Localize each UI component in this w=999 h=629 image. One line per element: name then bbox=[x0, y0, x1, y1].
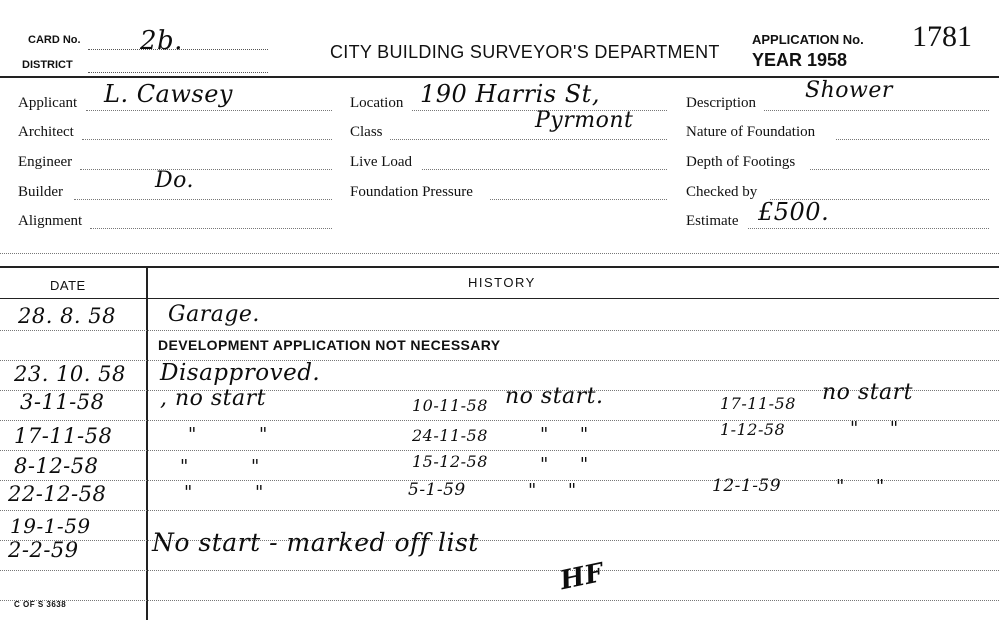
department-title: CITY BUILDING SURVEYOR'S DEPARTMENT bbox=[330, 42, 720, 62]
history-date-2: 10-11-58 bbox=[412, 396, 488, 415]
depth-footings-label: Depth of Footings bbox=[686, 154, 796, 170]
description-label: Description bbox=[686, 95, 756, 111]
details-bottom-line bbox=[0, 253, 999, 254]
history-date-2: 15-12-58 bbox=[412, 452, 488, 471]
builder-line bbox=[74, 199, 332, 200]
alignment-label: Alignment bbox=[18, 213, 83, 229]
district-label: DISTRICT bbox=[22, 59, 73, 71]
header-row-rule bbox=[0, 298, 999, 299]
history-date: 2-2-59 bbox=[8, 538, 79, 562]
history-entry: No start - marked off list bbox=[152, 528, 479, 557]
ruled-line bbox=[0, 600, 999, 601]
description-value: Shower bbox=[805, 78, 893, 103]
application-no-value: 1781 bbox=[912, 20, 972, 53]
history-entry-3: " " bbox=[836, 476, 885, 497]
depth-footings-line bbox=[810, 169, 989, 170]
checked-by-label: Checked by bbox=[686, 184, 758, 200]
engineer-label: Engineer bbox=[18, 154, 73, 170]
initials-signature: HF bbox=[557, 557, 607, 597]
description-line bbox=[764, 110, 989, 111]
history-top-divider bbox=[0, 266, 999, 268]
history-date: 23. 10. 58 bbox=[14, 362, 126, 386]
history-entry-2: " " bbox=[540, 424, 589, 445]
location-value: 190 Harris St, bbox=[420, 80, 600, 108]
card-no-value: 2b. bbox=[140, 26, 183, 56]
class-line bbox=[390, 139, 667, 140]
history-date: 28. 8. 58 bbox=[18, 304, 117, 328]
card-no-label: CARD No. bbox=[28, 34, 81, 46]
ruled-line bbox=[0, 450, 999, 451]
live-load-label: Live Load bbox=[350, 154, 413, 170]
history-date: 8-12-58 bbox=[14, 454, 99, 478]
estimate-line bbox=[748, 228, 989, 229]
nature-foundation-line bbox=[836, 139, 989, 140]
engineer-line bbox=[80, 169, 332, 170]
architect-line bbox=[82, 139, 332, 140]
nature-foundation-label: Nature of Foundation bbox=[686, 124, 816, 140]
alignment-line bbox=[90, 228, 332, 229]
history-entry-2: " " bbox=[528, 480, 577, 501]
year-label: YEAR 1958 bbox=[752, 50, 848, 70]
ruled-line bbox=[0, 510, 999, 511]
ruled-line bbox=[0, 360, 999, 361]
foundation-pressure-line bbox=[490, 199, 667, 200]
history-entry-3: " " bbox=[850, 418, 899, 439]
history-date-2: 5-1-59 bbox=[408, 480, 466, 500]
history-entry: " " bbox=[180, 456, 260, 477]
architect-label: Architect bbox=[18, 124, 74, 140]
history-date-3: 12-1-59 bbox=[712, 476, 782, 496]
history-entry: " " bbox=[188, 424, 268, 445]
builder-value: Do. bbox=[155, 168, 194, 193]
ruled-line bbox=[0, 570, 999, 571]
ruled-line bbox=[0, 540, 999, 541]
foundation-pressure-label: Foundation Pressure bbox=[350, 184, 473, 200]
history-entry-2: " " bbox=[540, 454, 589, 475]
builder-label: Builder bbox=[18, 184, 63, 200]
history-date: 22-12-58 bbox=[8, 482, 107, 506]
history-date-3: 17-11-58 bbox=[720, 394, 796, 413]
history-entry-2: no start. bbox=[505, 384, 604, 409]
date-column-divider bbox=[146, 266, 148, 620]
district-line bbox=[88, 72, 268, 73]
history-date: 17-11-58 bbox=[14, 424, 113, 448]
history-entry: Disapproved. bbox=[160, 360, 321, 386]
form-code: C OF S 3638 bbox=[14, 600, 67, 609]
live-load-line bbox=[422, 169, 667, 170]
estimate-label: Estimate bbox=[686, 213, 739, 229]
location-label: Location bbox=[350, 95, 404, 111]
estimate-value: £500. bbox=[758, 198, 830, 226]
applicant-value: L. Cawsey bbox=[104, 80, 233, 108]
history-date: 3-11-58 bbox=[20, 390, 105, 414]
history-entry-typed: DEVELOPMENT APPLICATION NOT NECESSARY bbox=[158, 337, 501, 353]
history-entry-3: no start bbox=[822, 380, 914, 405]
history-date-3: 1-12-58 bbox=[720, 420, 786, 439]
applicant-line bbox=[86, 110, 332, 111]
history-column-header: HISTORY bbox=[468, 275, 536, 290]
history-entry: " " bbox=[184, 482, 264, 503]
applicant-label: Applicant bbox=[18, 95, 78, 111]
history-date-2: 24-11-58 bbox=[412, 426, 488, 445]
ruled-line bbox=[0, 330, 999, 331]
class-label: Class bbox=[350, 124, 383, 140]
history-date: 19-1-59 bbox=[10, 514, 91, 538]
history-entry: , no start bbox=[160, 386, 266, 411]
class-value: Pyrmont bbox=[535, 108, 634, 133]
application-no-label: APPLICATION No. bbox=[752, 32, 864, 47]
history-entry: Garage. bbox=[168, 302, 260, 327]
date-column-header: DATE bbox=[50, 278, 86, 293]
